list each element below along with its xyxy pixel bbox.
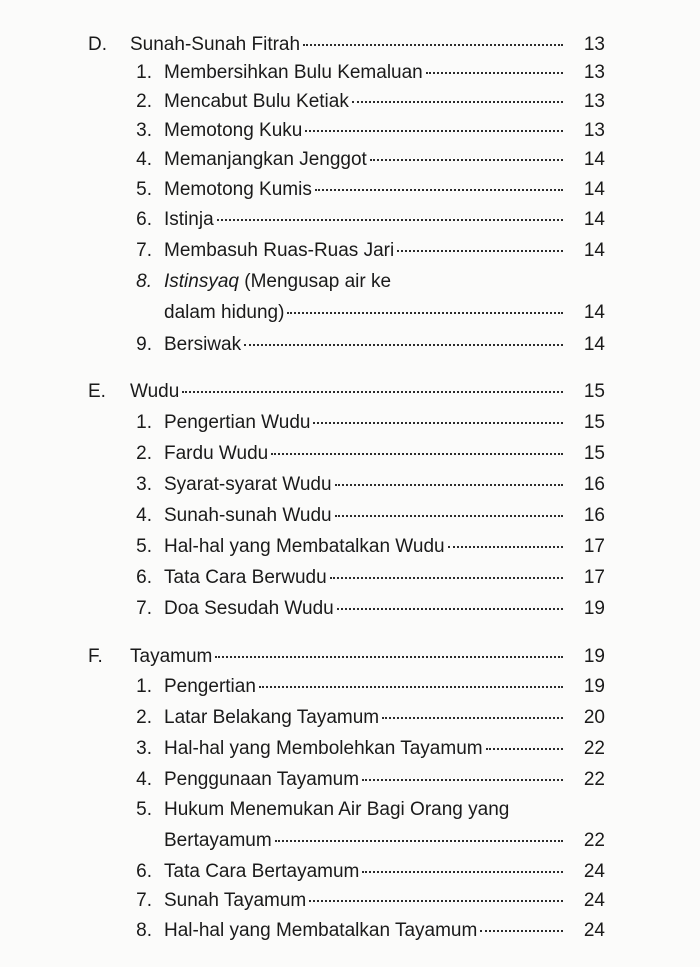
toc-item: [0, 408, 700, 438]
dot-leader: [244, 342, 563, 346]
page-number: 24: [583, 861, 605, 882]
page-number: 14: [583, 240, 605, 261]
item-title: Sunah Tayamum: [164, 890, 307, 911]
toc-item: [0, 594, 700, 624]
item-number: 6.: [136, 567, 152, 588]
toc-item: [0, 439, 700, 469]
item-title: Tata Cara Berwudu: [164, 567, 327, 588]
page-number: 15: [583, 443, 605, 464]
dot-leader: [330, 575, 563, 579]
item-title: Hal-hal yang Membolehkan Tayamum: [164, 738, 483, 759]
dot-leader: [217, 217, 563, 221]
page-number: 14: [583, 149, 605, 170]
item-title: Hal-hal yang Membatalkan Wudu: [164, 536, 445, 557]
toc-section-d: [0, 30, 700, 60]
item-title-rest: (Mengusap air ke: [238, 271, 392, 292]
page-number: 13: [583, 120, 605, 141]
item-title: Memanjangkan Jenggot: [164, 149, 367, 170]
dot-leader: [309, 898, 563, 902]
item-number: 7.: [136, 598, 152, 619]
page-number: 14: [583, 209, 605, 230]
section-title: Wudu: [130, 381, 180, 402]
item-title: Doa Sesudah Wudu: [164, 598, 334, 619]
item-number: 5.: [136, 179, 152, 200]
item-number: 3.: [136, 120, 152, 141]
item-title: Memotong Kuku: [164, 120, 303, 141]
page-number: 16: [583, 505, 605, 526]
item-title-line1: Hukum Menemukan Air Bagi Orang yang: [164, 799, 510, 820]
toc-item: [0, 703, 700, 733]
item-title: Bersiwak: [164, 334, 242, 355]
page-number: 19: [583, 676, 605, 697]
toc-item: [0, 886, 700, 916]
page-number: 14: [583, 334, 605, 355]
page-number: 13: [583, 91, 605, 112]
toc-item: [0, 87, 700, 117]
dot-leader: [480, 928, 563, 932]
toc-item: [0, 734, 700, 764]
item-number: 4.: [136, 769, 152, 790]
page-number: 24: [583, 920, 605, 941]
toc-item-continuation: [0, 298, 700, 328]
page-number: 22: [583, 830, 605, 851]
page-number: 20: [583, 707, 605, 728]
toc-item: [0, 236, 700, 266]
dot-leader: [287, 310, 563, 314]
toc-item: [0, 58, 700, 88]
dot-leader: [448, 544, 563, 548]
section-title: Tayamum: [130, 646, 213, 667]
dot-leader: [486, 746, 563, 750]
item-number: 4.: [136, 149, 152, 170]
item-number: 8.: [136, 920, 152, 941]
item-title: Syarat-syarat Wudu: [164, 474, 332, 495]
page-number: 15: [583, 381, 605, 402]
toc-item: [0, 563, 700, 593]
toc-item-continuation: [0, 826, 700, 856]
item-number: 6.: [136, 209, 152, 230]
section-label: E.: [88, 381, 106, 402]
dot-leader: [259, 684, 563, 688]
section-label: F.: [88, 646, 103, 667]
page-number: 15: [583, 412, 605, 433]
toc-item-multiline: [0, 795, 700, 825]
dot-leader: [335, 513, 563, 517]
page-number: 17: [583, 536, 605, 557]
toc-item: [0, 330, 700, 360]
toc-section-e: [0, 377, 700, 407]
item-number: 1.: [136, 676, 152, 697]
item-title: Pengertian: [164, 676, 256, 697]
dot-leader: [382, 715, 563, 719]
page-number: 17: [583, 567, 605, 588]
page-number: 19: [583, 598, 605, 619]
dot-leader: [315, 187, 563, 191]
toc-item: [0, 916, 700, 946]
page-number: 24: [583, 890, 605, 911]
page-number: 13: [583, 34, 605, 55]
item-number: 3.: [136, 474, 152, 495]
item-number: 8.: [136, 271, 152, 292]
item-number: 2.: [136, 707, 152, 728]
item-title-italic: Istinsyaq: [164, 271, 239, 292]
item-number: 2.: [136, 443, 152, 464]
toc-item: [0, 532, 700, 562]
toc-section-f: [0, 642, 700, 672]
dot-leader: [335, 482, 563, 486]
item-number: 9.: [136, 334, 152, 355]
toc-item: [0, 470, 700, 500]
item-title: Fardu Wudu: [164, 443, 269, 464]
item-title: Hal-hal yang Membatalkan Tayamum: [164, 920, 478, 941]
dot-leader: [303, 42, 563, 46]
dot-leader: [337, 606, 563, 610]
toc-item: [0, 857, 700, 887]
dot-leader: [305, 128, 563, 132]
item-number: 2.: [136, 91, 152, 112]
toc-item: [0, 205, 700, 235]
toc-item: [0, 116, 700, 146]
item-number: 6.: [136, 861, 152, 882]
dot-leader: [362, 869, 563, 873]
dot-leader: [352, 99, 563, 103]
page-number: 22: [583, 769, 605, 790]
page-number: 16: [583, 474, 605, 495]
item-title: Pengertian Wudu: [164, 412, 311, 433]
dot-leader: [275, 838, 563, 842]
item-title: Memotong Kumis: [164, 179, 312, 200]
item-title: Latar Belakang Tayamum: [164, 707, 380, 728]
toc-item: [0, 765, 700, 795]
item-title: Membersihkan Bulu Kemaluan: [164, 62, 423, 83]
item-number: 5.: [136, 799, 152, 820]
page-number: 22: [583, 738, 605, 759]
item-number: 7.: [136, 240, 152, 261]
dot-leader: [182, 389, 563, 393]
item-number: 5.: [136, 536, 152, 557]
section-label: D.: [88, 34, 107, 55]
dot-leader: [313, 420, 563, 424]
item-title: Mencabut Bulu Ketiak: [164, 91, 349, 112]
dot-leader: [397, 248, 563, 252]
dot-leader: [370, 157, 563, 161]
item-title: Istinja: [164, 209, 214, 230]
item-title: Tata Cara Bertayamum: [164, 861, 360, 882]
dot-leader: [426, 70, 563, 74]
dot-leader: [215, 654, 563, 658]
section-title: Sunah-Sunah Fitrah: [130, 34, 301, 55]
item-title: Sunah-sunah Wudu: [164, 505, 332, 526]
item-number: 1.: [136, 62, 152, 83]
page-number: 13: [583, 62, 605, 83]
dot-leader: [362, 777, 563, 781]
page-number: 14: [583, 302, 605, 323]
page-number: 19: [583, 646, 605, 667]
toc-item: [0, 145, 700, 175]
toc-item-multiline: [0, 267, 700, 297]
toc-item: [0, 672, 700, 702]
item-number: 4.: [136, 505, 152, 526]
item-title: Penggunaan Tayamum: [164, 769, 360, 790]
item-title: Membasuh Ruas-Ruas Jari: [164, 240, 395, 261]
toc-item: [0, 501, 700, 531]
item-title-line2: dalam hidung): [164, 302, 285, 323]
item-title-line2: Bertayamum: [164, 830, 272, 851]
item-number: 7.: [136, 890, 152, 911]
toc-item: [0, 175, 700, 205]
dot-leader: [271, 451, 563, 455]
item-number: 3.: [136, 738, 152, 759]
page-number: 14: [583, 179, 605, 200]
item-number: 1.: [136, 412, 152, 433]
